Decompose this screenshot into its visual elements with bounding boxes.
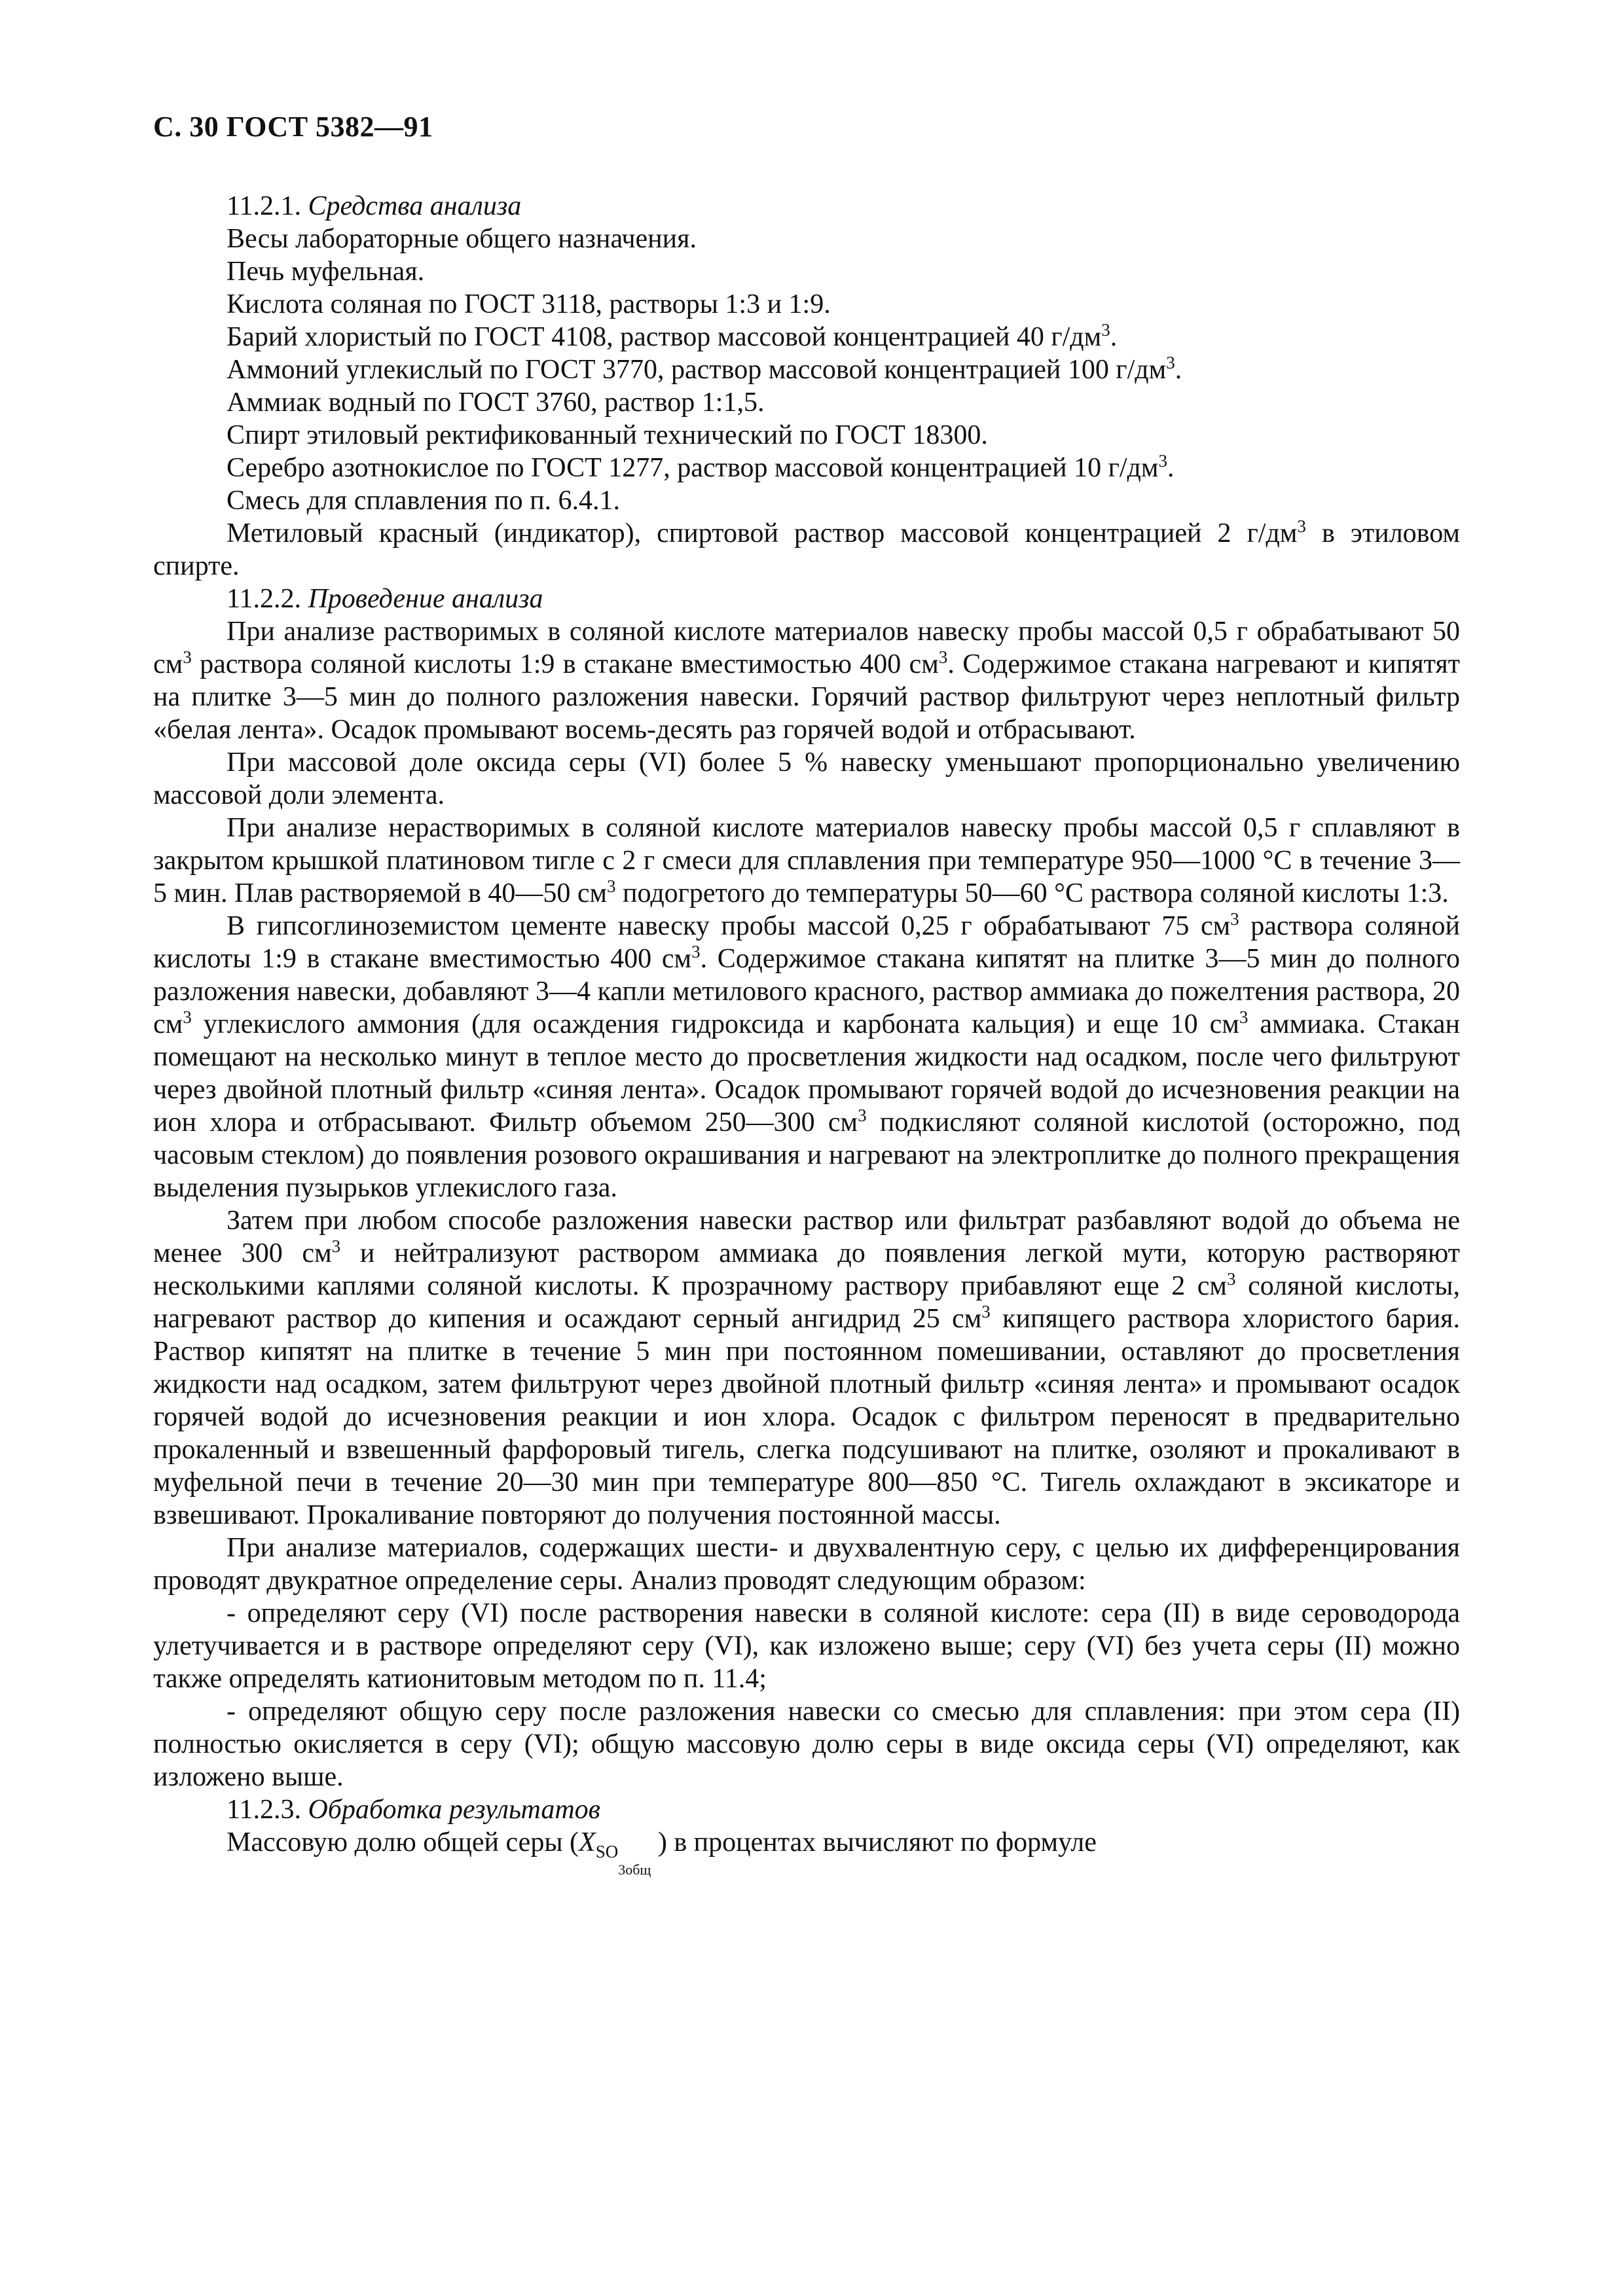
section-number: 11.2.2.: [227, 584, 301, 614]
paragraph: - определяют общую серу после разложения навески со смесью для сплавления: при этом сера (II) полностью окисляется в серу (VI); общую массовую долю серы в виде оксида серы (VI) определяют, как изложено выше.: [153, 1696, 1460, 1792]
list-item: Весы лабораторные общего назначения.: [227, 224, 697, 254]
page-header: С. 30 ГОСТ 5382—91: [153, 111, 433, 143]
section-number: 11.2.3.: [227, 1795, 301, 1825]
section-heading-11-2-3: [153, 1793, 1460, 1826]
paragraph: При массовой доле оксида серы (VI) более 5 % навеску уменьшают пропорционально увеличению массовой доли элемента.: [153, 747, 1460, 810]
list-item: Аммиак водный по ГОСТ 3760, раствор 1:1,5.: [227, 387, 765, 418]
list-item: Смесь для сплавления по п. 6.4.1.: [227, 486, 621, 516]
formula-variable: X: [579, 1827, 596, 1857]
paragraph: - определяют серу (VI) после растворения навески в соляной кислоте: сера (II) в виде сероводорода улетучивается и в растворе определяют серу (VI), как изложено выше; серу (VI) без учета серы (II) можно также определять катионитовым методом по п. 11.4;: [153, 1598, 1460, 1694]
list-item: Аммоний углекислый по ГОСТ 3770, раствор массовой концентрацией 100 $г/дм^3$.: [227, 353, 1182, 385]
list-item: Барий хлористый по ГОСТ 4108, раствор массовой концентрацией 40 $г/дм^3$.: [227, 320, 1118, 352]
section-heading-11-2-1: [153, 190, 1460, 223]
list-item: Кислота соляная по ГОСТ 3118, растворы 1:3 и 1:9.: [227, 289, 831, 319]
list-item: Спирт этиловый ректификованный технический по ГОСТ 18300.: [227, 420, 988, 450]
section-heading-11-2-2: [153, 583, 1460, 615]
paragraph: Затем при любом способе разложения навески раствор или фильтрат разбавляют водой до объема не менее 300 $см^3$ и нейтрализуют раствором аммиака до появления легкой мути, которую растворяют несколькими каплями соляной кислоты. К прозрачному раствору прибавляют еще 2 $см^3$ соляной кислоты, нагревают раствор до кипения и осаждают серный ангидрид 25 $см^3$ кипящего раствора хлористого бария. Раствор кипятят на плитке в течение 5 мин при постоянном помешивании, оставляют до просветления жидкости над осадком, затем фильтруют через двойной плотный фильтр «синяя лента» и промывают осадок горячей водой до исчезновения реакции и ион хлора. Осадок с фильтром переносят в предварительно прокаленный и взвешенный фарфоровый тигель, слегка подсушивают на плитке, озоляют и прокаливают в муфельной печи в течение 20—30 мин при температуре 800—850 °С. Тигель охлаждают в эксикаторе и взвешивают. Прокаливание повторяют до получения постоянной массы.: [153, 1206, 1460, 1530]
list-item: Метиловый красный (индикатор), спиртовой раствор массовой концентрацией 2 $г/дм^3$ в этиловом спирте.: [153, 516, 1460, 581]
paragraph: При анализе нерастворимых в соляной кислоте материалов навеску пробы массой 0,5 г сплавляют в закрытом крышкой платиновом тигле с 2 г смеси для сплавления при температуре 950—1000 °С в течение 3—5 мин. Плав растворяемой в 40—50 $см^3$ подогретого до температуры 50—60 °С раствора соляной кислоты 1:3.: [153, 813, 1460, 908]
list-item: Серебро азотнокислое по ГОСТ 1277, раствор массовой концентрацией 10 $г/дм^3$.: [227, 451, 1175, 483]
section-number: 11.2.1.: [227, 191, 301, 221]
document-body: [153, 190, 1461, 1878]
section-title: Средства анализа: [308, 191, 522, 221]
paragraph: При анализе материалов, содержащих шести- и двухвалентную серу, с целью их дифференцирования проводят двукратное определение серы. Анализ проводят следующим образом:: [153, 1533, 1460, 1596]
section-title: Обработка результатов: [308, 1795, 600, 1825]
list-item: Печь муфельная.: [227, 257, 425, 287]
paragraph: При анализе растворимых в соляной кислоте материалов навеску пробы массой 0,5 г обрабатывают 50 $см^3$ раствора соляной кислоты 1:9 в стакане вместимостью 400 $см^3$. Содержимое стакана нагревают и кипятят на плитке 3—5 мин до полного разложения навески. Горячий раствор фильтруют через неплотный фильтр «белая лента». Осадок промывают восемь-десять раз горячей водой и отбрасывают.: [153, 617, 1460, 745]
section-title: Проведение анализа: [308, 584, 543, 614]
formula-intro: Массовую долю общей серы ($X_{SO_{3общ}}$ ) в процентах вычисляют по формуле: [227, 1827, 1097, 1878]
paragraph: В гипсоглиноземистом цементе навеску пробы массой 0,25 г обрабатывают 75 $см^3$ раствора соляной кислоты 1:9 в стакане вместимостью 400 $см^3$. Содержимое стакана кипятят на плитке 3—5 мин до полного разложения навески, добавляют 3—4 капли метилового красного, раствор аммиака до пожелтения раствора, 20 $см^3$ углекислого аммония (для осаждения гидроксида и карбоната кальция) и еще 10 $см^3$ аммиака. Стакан помещают на несколько минут в теплое место до просветления жидкости над осадком, после чего фильтруют через двойной плотный фильтр «синяя лента». Осадок промывают горячей водой до исчезновения реакции на ион хлора и отбрасывают. Фильтр объемом 250—300 $см^3$ подкисляют соляной кислотой (осторожно, под часовым стеклом) до появления розового окрашивания и нагревают на электроплитке до полного прекращения выделения пузырьков углекислого газа.: [153, 909, 1461, 1203]
formula-subscript: SO3общ: [595, 1842, 651, 1878]
